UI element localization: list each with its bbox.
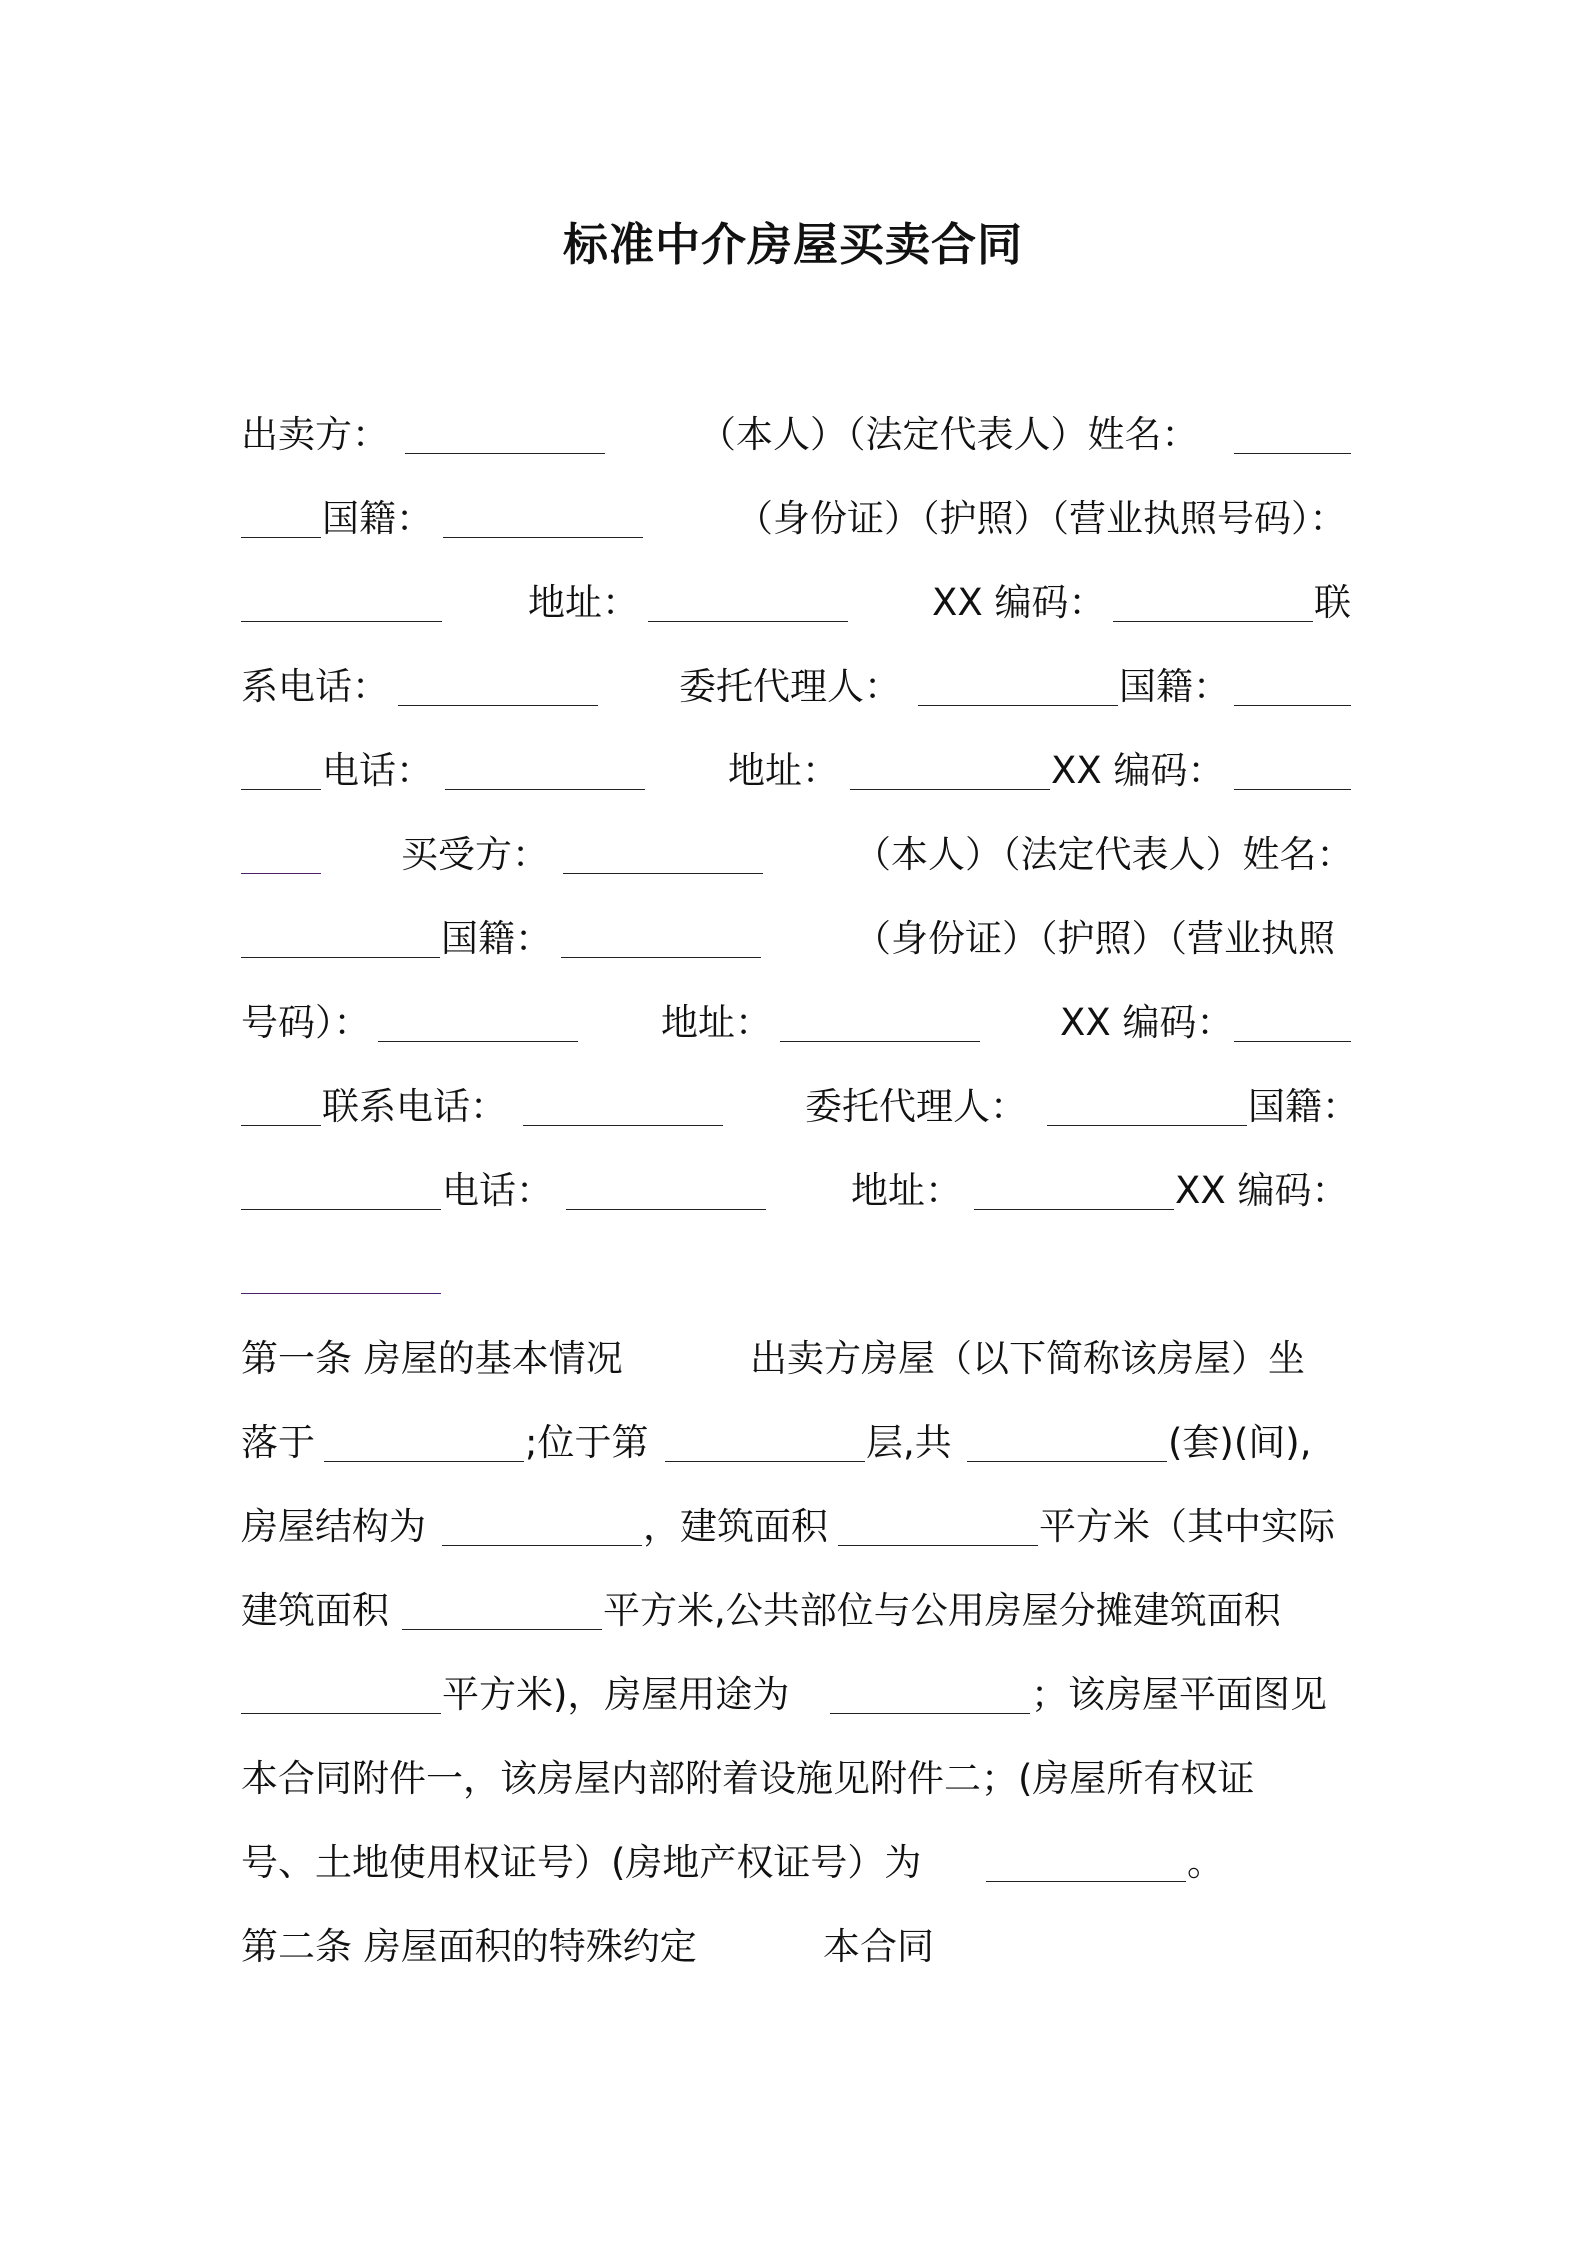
- floor-blank[interactable]: [665, 1461, 865, 1462]
- article1-line2-c: 层,共: [866, 1421, 952, 1464]
- seller-rep-label: （本人）（法定代表人）姓名：: [699, 413, 1199, 456]
- text-line-15: [241, 1581, 1351, 1665]
- seller-agent-nationality-blank-cont[interactable]: [241, 789, 321, 790]
- buyer-postcode-blank-cont[interactable]: [241, 1125, 321, 1126]
- seller-nationality-label: 国籍：: [322, 497, 433, 540]
- seller-agent-address-label: 地址：: [728, 749, 839, 792]
- buyer-agent-address-label: 地址：: [851, 1169, 962, 1212]
- buyer-agent-phone-label: 电话：: [442, 1169, 553, 1212]
- text-line-6: [241, 825, 1354, 909]
- buyer-agent-nationality-blank[interactable]: [241, 1209, 441, 1210]
- text-line-3: [241, 573, 1351, 657]
- seller-agent-nationality-blank[interactable]: [1234, 705, 1351, 706]
- article2-line1: 本合同: [823, 1925, 934, 1968]
- text-line-12: [241, 1329, 1351, 1413]
- buyer-agent-address-blank[interactable]: [974, 1209, 1174, 1210]
- seller-id-blank[interactable]: [241, 621, 442, 622]
- buyer-address-blank[interactable]: [780, 1041, 980, 1042]
- article1-heading: 第一条 房屋的基本情况: [241, 1337, 623, 1380]
- seller-agent-address-blank[interactable]: [850, 789, 1050, 790]
- article1-line7-b: 。: [1187, 1841, 1224, 1884]
- buyer-agent-nationality-label: 国籍：: [1248, 1085, 1359, 1128]
- building-area-blank[interactable]: [838, 1545, 1038, 1546]
- buyer-nationality-blank[interactable]: [561, 957, 761, 958]
- text-line-5: [241, 741, 1351, 825]
- buyer-postcode-blank[interactable]: [1234, 1041, 1351, 1042]
- article1-line4-b: 平方米,公共部位与公用房屋分摊建筑面积: [603, 1589, 1281, 1632]
- seller-postcode-blank[interactable]: [1113, 621, 1313, 622]
- buyer-agent-postcode-blank[interactable]: [241, 1293, 441, 1294]
- seller-phone-label-part2: 系电话：: [241, 665, 389, 708]
- seller-agent-postcode-blank-cont[interactable]: [241, 873, 321, 874]
- article2-heading: 第二条 房屋面积的特殊约定: [241, 1925, 697, 1968]
- seller-label: 出卖方：: [241, 413, 389, 456]
- article1-line5-a: 平方米)，房屋用途为: [442, 1673, 790, 1716]
- buyer-id-blank[interactable]: [378, 1041, 578, 1042]
- buyer-rep-label: （本人）（法定代表人）姓名：: [854, 833, 1354, 876]
- buyer-label: 买受方：: [401, 833, 549, 876]
- units-blank[interactable]: [967, 1461, 1167, 1462]
- document-title: 标准中介房屋买卖合同: [562, 218, 1023, 271]
- text-line-10: [241, 1161, 1351, 1245]
- seller-name-blank[interactable]: [1234, 453, 1351, 454]
- article1-line2-d: (套)(间),: [1168, 1421, 1312, 1464]
- usage-blank[interactable]: [830, 1713, 1030, 1714]
- structure-blank[interactable]: [442, 1545, 642, 1546]
- buyer-id-label-part2: 号码）：: [241, 1001, 371, 1044]
- seller-address-blank[interactable]: [648, 621, 848, 622]
- seller-agent-nationality-label: 国籍：: [1119, 665, 1230, 708]
- seller-name-blank-cont[interactable]: [241, 537, 321, 538]
- text-line-4: [241, 657, 1351, 741]
- buyer-agent-phone-blank[interactable]: [566, 1209, 766, 1210]
- seller-address-label: 地址：: [528, 581, 639, 624]
- seller-agent-phone-blank[interactable]: [445, 789, 645, 790]
- contract-body: [241, 405, 1359, 2001]
- article1-line3-b: ，建筑面积: [643, 1505, 828, 1548]
- house-location-blank[interactable]: [324, 1461, 524, 1462]
- seller-postcode-label: XX 编码：: [932, 581, 1106, 624]
- article1-line7-a: 号、土地使用权证号）(房地产权证号）为: [241, 1841, 922, 1884]
- seller-agent-blank[interactable]: [918, 705, 1118, 706]
- seller-phone-blank[interactable]: [398, 705, 598, 706]
- text-line-2: [241, 489, 1351, 573]
- article1-line2-b: ;位于第: [525, 1421, 649, 1464]
- seller-id-label: （身份证）（护照）（营业执照号码）：: [736, 497, 1347, 540]
- shared-area-blank[interactable]: [241, 1713, 441, 1714]
- buyer-postcode-label: XX 编码：: [1060, 1001, 1234, 1044]
- article1-line2-a: 落于: [241, 1421, 315, 1464]
- buyer-id-label-part1: （身份证）（护照）（营业执照: [854, 917, 1335, 960]
- text-line-16: [241, 1665, 1351, 1749]
- text-line-9: [241, 1077, 1359, 1161]
- certificate-number-blank[interactable]: [986, 1881, 1186, 1882]
- article1-line1: 出卖方房屋（以下简称该房屋）坐: [750, 1337, 1305, 1380]
- text-line-13: [241, 1413, 1351, 1497]
- buyer-agent-blank[interactable]: [1047, 1125, 1247, 1126]
- text-line-8: [241, 993, 1351, 1077]
- text-line-11: [241, 1245, 1351, 1329]
- text-line-14: [241, 1497, 1351, 1581]
- seller-agent-label: 委托代理人：: [679, 665, 901, 708]
- buyer-phone-blank[interactable]: [523, 1125, 723, 1126]
- article1-line3-a: 房屋结构为: [241, 1505, 426, 1548]
- seller-agent-postcode-blank[interactable]: [1234, 789, 1351, 790]
- seller-agent-postcode-label: XX 编码：: [1051, 749, 1225, 792]
- seller-agent-phone-label: 电话：: [322, 749, 433, 792]
- buyer-nationality-label: 国籍：: [441, 917, 552, 960]
- article1-line4-a: 建筑面积: [241, 1589, 389, 1632]
- buyer-agent-label: 委托代理人：: [805, 1085, 1027, 1128]
- seller-phone-label-part1: 联: [1314, 581, 1351, 624]
- buyer-name-blank[interactable]: [241, 957, 440, 958]
- text-line-1: [241, 405, 1351, 489]
- article1-line3-c: 平方米（其中实际: [1039, 1505, 1335, 1548]
- buyer-blank[interactable]: [563, 873, 763, 874]
- buyer-address-label: 地址：: [661, 1001, 772, 1044]
- buyer-agent-postcode-label: XX 编码：: [1175, 1169, 1349, 1212]
- seller-nationality-blank[interactable]: [443, 537, 643, 538]
- text-line-19: [241, 1917, 1351, 2001]
- text-line-18: [241, 1833, 1351, 1917]
- actual-area-blank[interactable]: [402, 1629, 602, 1630]
- text-line-17: [241, 1749, 1351, 1833]
- article1-line6: 本合同附件一，该房屋内部附着设施见附件二；(房屋所有权证: [241, 1757, 1255, 1800]
- buyer-phone-label: 联系电话：: [322, 1085, 507, 1128]
- text-line-7: [241, 909, 1351, 993]
- article1-line5-b: ；该房屋平面图见: [1031, 1673, 1327, 1716]
- seller-blank[interactable]: [405, 453, 605, 454]
